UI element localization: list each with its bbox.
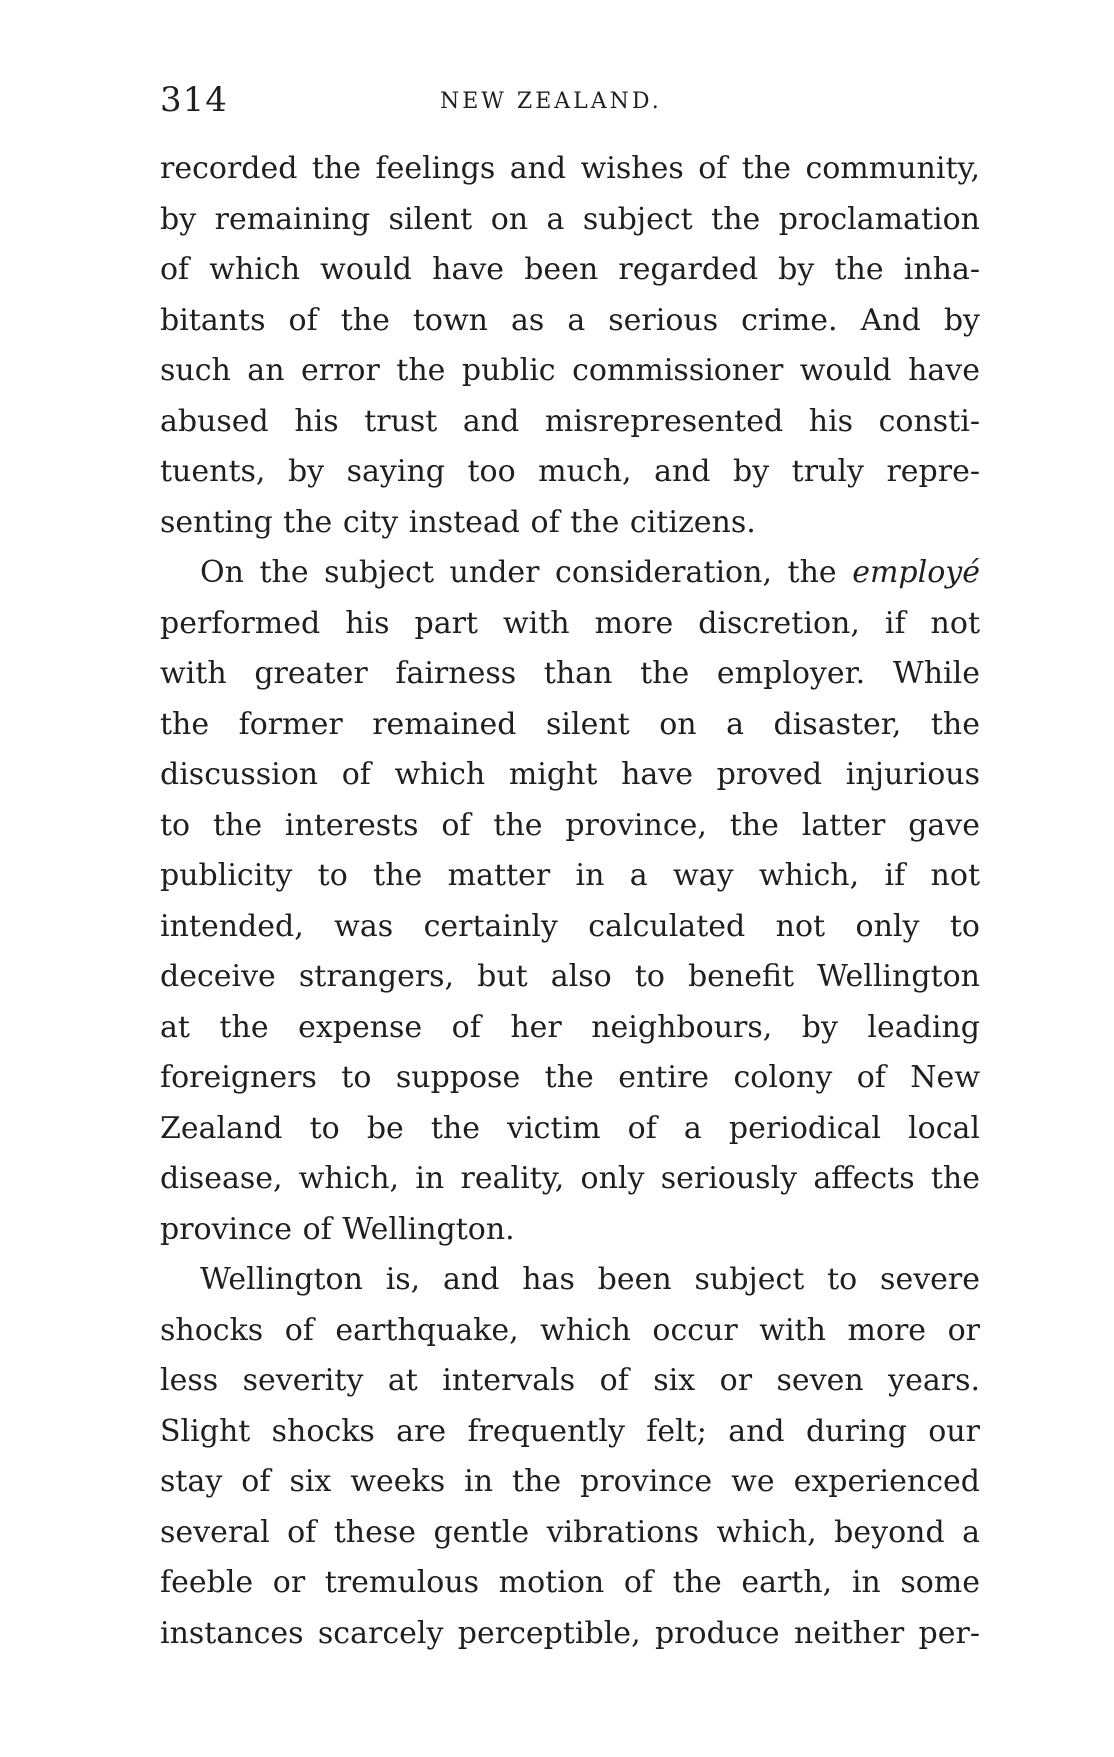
text-line: feeble or tremulous motion of the earth, in some [160,1565,980,1600]
paragraph-start-text: On the subject under consideration, the [200,555,853,590]
running-head: NEW ZEALAND. [440,89,662,114]
text-line: recorded the feelings and wishes of the community, [160,151,980,186]
text-line: shocks of earthquake, which occur with more or [160,1312,980,1348]
text-line: instances scarcely perceptible, produce neither per- [160,1615,980,1651]
text-line: tuents, by saying too much, and by truly repre- [160,454,980,489]
text-line: to the interests of the province, the latter gave [160,807,980,843]
text-line: province of Wellington. [160,1211,515,1247]
text-line: of which would have been regarded by the inha- [160,252,980,287]
text-line: by remaining silent on a subject the proclamation [160,201,980,237]
text-line: bitants of the town as a serious crime. And by [160,302,980,338]
text-line: deceive strangers, but also to benefit Wellington [160,959,980,994]
paragraph-start-line: Wellington is, and has been subject to severe [200,1262,980,1297]
text-line: Slight shocks are frequently felt; and during our [160,1413,980,1449]
text-line: the former remained silent on a disaster, the [160,706,980,742]
text-line: several of these gentle vibrations which, beyond a [160,1514,980,1550]
text-line: intended, was certainly calculated not only to [160,908,980,944]
text-line: abused his trust and misrepresented his consti- [160,403,980,439]
text-line: stay of six weeks in the province we experienced [160,1464,980,1499]
text-line: disease, which, in reality, only seriously affects the [160,1161,980,1196]
text-line: foreigners to suppose the entire colony of New [160,1060,980,1095]
italic-word: employé [852,555,980,590]
text-line: publicity to the matter in a way which, if not [160,858,980,893]
text-line: Zealand to be the victim of a periodical local [160,1110,980,1146]
paragraph-start-line [160,548,980,599]
text-line: less severity at intervals of six or seven years. [160,1363,980,1398]
page-number: 314 [160,80,228,120]
text-line: senting the city instead of the citizens. [160,504,756,540]
text-line: discussion of which might have proved injurious [160,757,980,792]
text-line: with greater fairness than the employer. While [160,656,980,691]
text-line: at the expense of her neighbours, by leading [160,1009,980,1045]
text-line: performed his part with more discretion, if not [160,605,980,641]
body-text [160,144,980,1659]
text-line: such an error the public commissioner would have [160,353,980,388]
page-header [160,80,980,120]
